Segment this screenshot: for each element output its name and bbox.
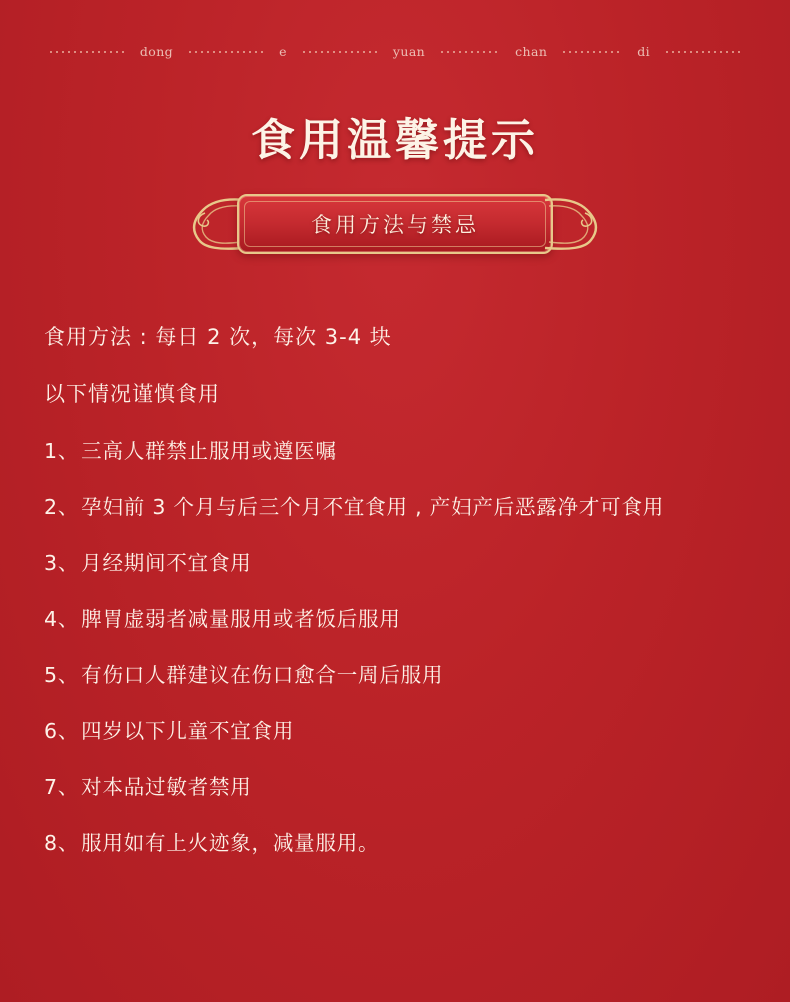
list-item	[44, 546, 750, 576]
dotted-rule-icon	[664, 47, 742, 57]
list-item-label: 服用如有上火迹象，减量服用。	[81, 831, 380, 856]
list-item	[44, 658, 750, 688]
list-item-index: 5、	[44, 663, 80, 688]
list-item-index: 7、	[44, 775, 80, 800]
ribbon-banner	[185, 190, 605, 260]
page-title: 食用温馨提示	[251, 115, 539, 166]
list-item	[44, 770, 750, 800]
list-item-label: 三高人群禁止服用或遵医嘱	[81, 439, 337, 464]
list-item-index: 1、	[44, 439, 80, 464]
list-item-index: 8、	[44, 831, 80, 856]
list-item-index: 4、	[44, 607, 80, 632]
notice-content	[44, 322, 750, 882]
pinyin-word-5: di	[637, 44, 651, 59]
usage-instruction: 食用方法 : 每日 2 次，每次 3-4 块	[44, 325, 392, 349]
list-item-index: 3、	[44, 551, 80, 576]
pinyin-word-1: dong	[139, 44, 174, 59]
pinyin-word-4: chan	[515, 44, 548, 59]
list-item	[44, 602, 750, 632]
list-item	[44, 490, 750, 520]
caution-list	[44, 434, 750, 856]
dotted-rule-icon	[301, 47, 379, 57]
dotted-rule-icon	[561, 47, 623, 57]
pinyin-word-3: yuan	[392, 44, 426, 59]
dotted-rule-icon	[187, 47, 265, 57]
list-item-label: 孕妇前 3 个月与后三个月不宜食用 , 产妇产后恶露净才可食用	[81, 495, 665, 520]
list-item-index: 6、	[44, 719, 80, 744]
list-item-label: 对本品过敏者禁用	[81, 775, 252, 800]
list-item	[44, 434, 750, 464]
dotted-rule-icon	[48, 47, 126, 57]
list-item-label: 脾胃虚弱者减量服用或者饭后服用	[81, 607, 401, 632]
ribbon-label: 食用方法与禁忌	[311, 213, 479, 237]
list-item	[44, 714, 750, 744]
ribbon-scroll-right-icon	[541, 196, 605, 252]
list-item-index: 2、	[44, 495, 80, 520]
dotted-rule-icon	[439, 47, 501, 57]
pinyin-word-2: e	[279, 44, 287, 59]
list-item-label: 月经期间不宜食用	[81, 551, 252, 576]
caution-heading: 以下情况谨慎食用	[44, 382, 220, 407]
list-item-label: 有伤口人群建议在伤口愈合一周后服用	[81, 663, 444, 688]
pinyin-decor-strip	[0, 44, 790, 59]
list-item-label: 四岁以下儿童不宜食用	[81, 719, 295, 744]
list-item	[44, 826, 750, 856]
